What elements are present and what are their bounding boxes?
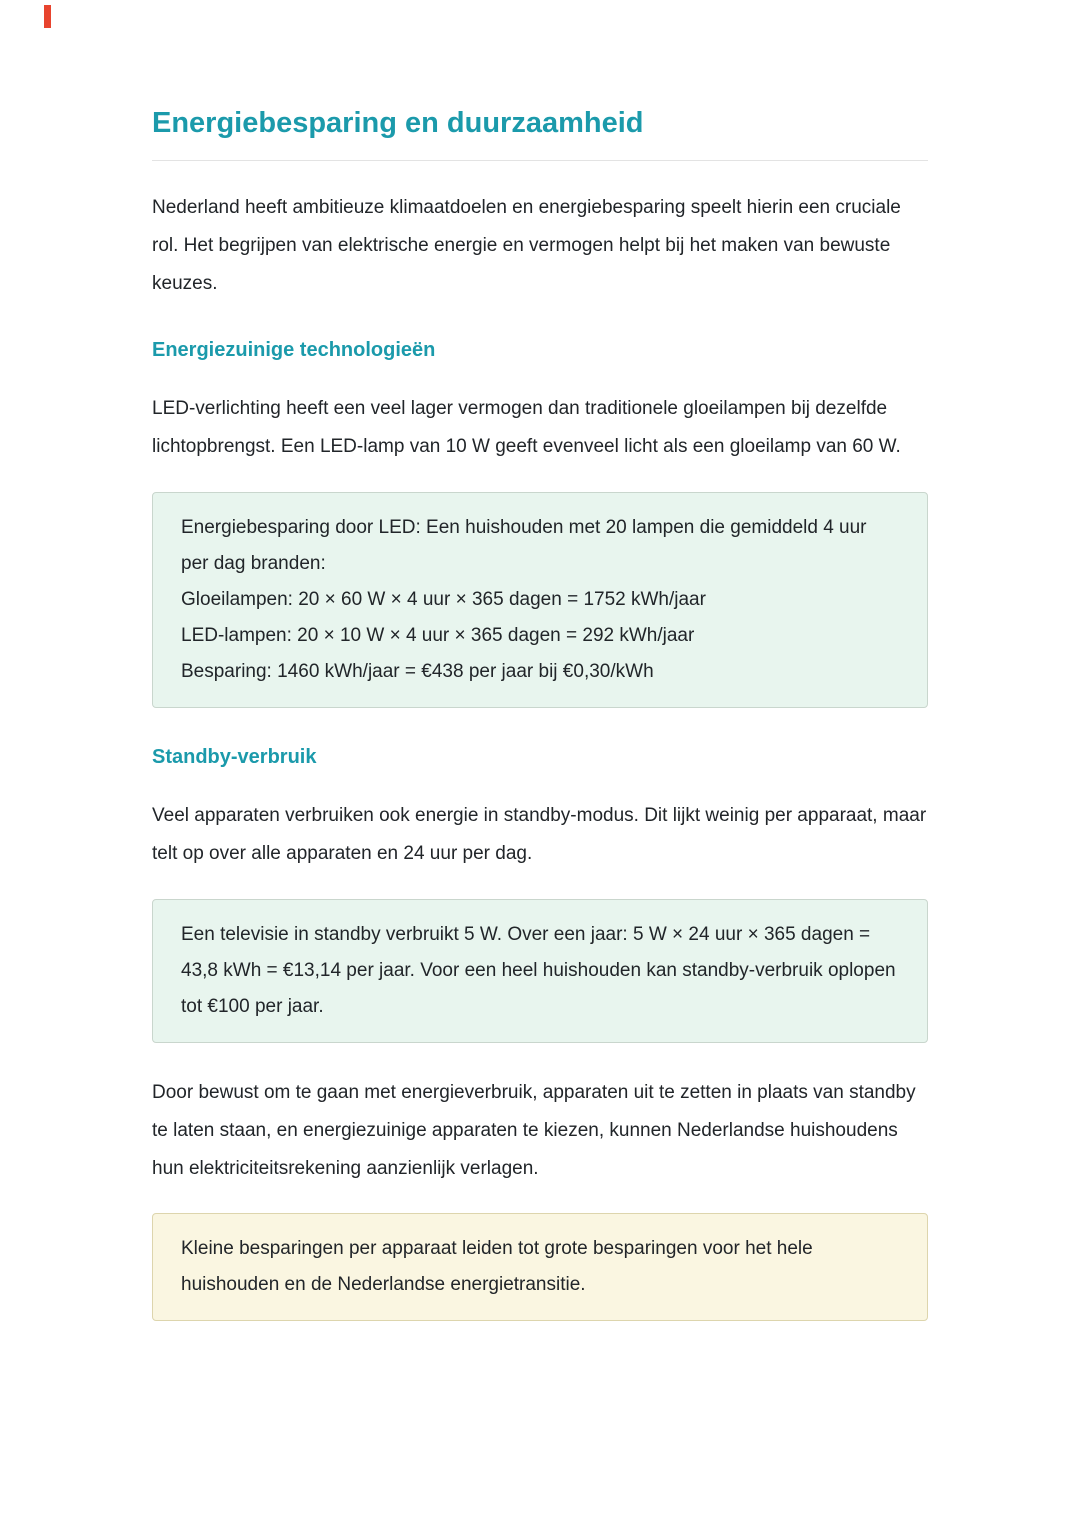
example-line: Gloeilampen: 20 × 60 W × 4 uur × 365 dagen = 1752 kWh/jaar [181,589,706,610]
title-divider [152,160,928,161]
section-heading-energiezuinige-technologieen: Energiezuinige technologieën [152,339,436,361]
green-example-box-led [152,492,928,708]
intro-paragraph: Nederland heeft ambitieuze klimaatdoelen en energiebesparing speelt hierin een cruciale rol. Het begrijpen van elektrische energie en vermogen helpt bij het maken van bewuste keuzes. [152,197,901,294]
section-heading-standby-verbruik: Standby-verbruik [152,746,317,768]
section-paragraph-led: LED-verlichting heeft een veel lager vermogen dan traditionele gloeilampen bij dezelfde lichtopbrengst. Een LED-lamp van 10 W geeft evenveel licht als een gloeilamp van 60 W. [152,398,901,457]
red-cursor-marker [44,5,51,28]
section-paragraph-standby: Veel apparaten verbruiken ook energie in standby-modus. Dit lijkt weinig per apparaat, maar telt op over alle apparaten en 24 uur per dag. [152,805,927,864]
closing-paragraph: Door bewust om te gaan met energieverbruik, apparaten uit te zetten in plaats van standby te laten staan, en energiezuinige apparaten te kiezen, kunnen Nederlandse huishoudens hun elektriciteitsrekening aanzienlijk verlagen. [152,1082,916,1179]
yellow-highlight-box [152,1213,928,1321]
page-title: Energiebesparing en duurzaamheid [152,107,644,139]
example-line: Energiebesparing door LED: Een huishouden met 20 lampen die gemiddeld 4 uur per dag branden: [181,517,867,574]
example-line: LED-lampen: 20 × 10 W × 4 uur × 365 dagen = 292 kWh/jaar [181,625,695,646]
example-line: Een televisie in standby verbruikt 5 W. Over een jaar: 5 W × 24 uur × 365 dagen = 43,8 kWh = €13,14 per jaar. Voor een heel huishouden kan standby-verbruik oplopen tot €100 per jaar. [181,924,896,1017]
green-example-box-standby [152,899,928,1043]
highlight-text: Kleine besparingen per apparaat leiden tot grote besparingen voor het hele huishouden en de Nederlandse energietransitie. [181,1238,813,1295]
example-line: Besparing: 1460 kWh/jaar = €438 per jaar bij €0,30/kWh [181,661,654,682]
